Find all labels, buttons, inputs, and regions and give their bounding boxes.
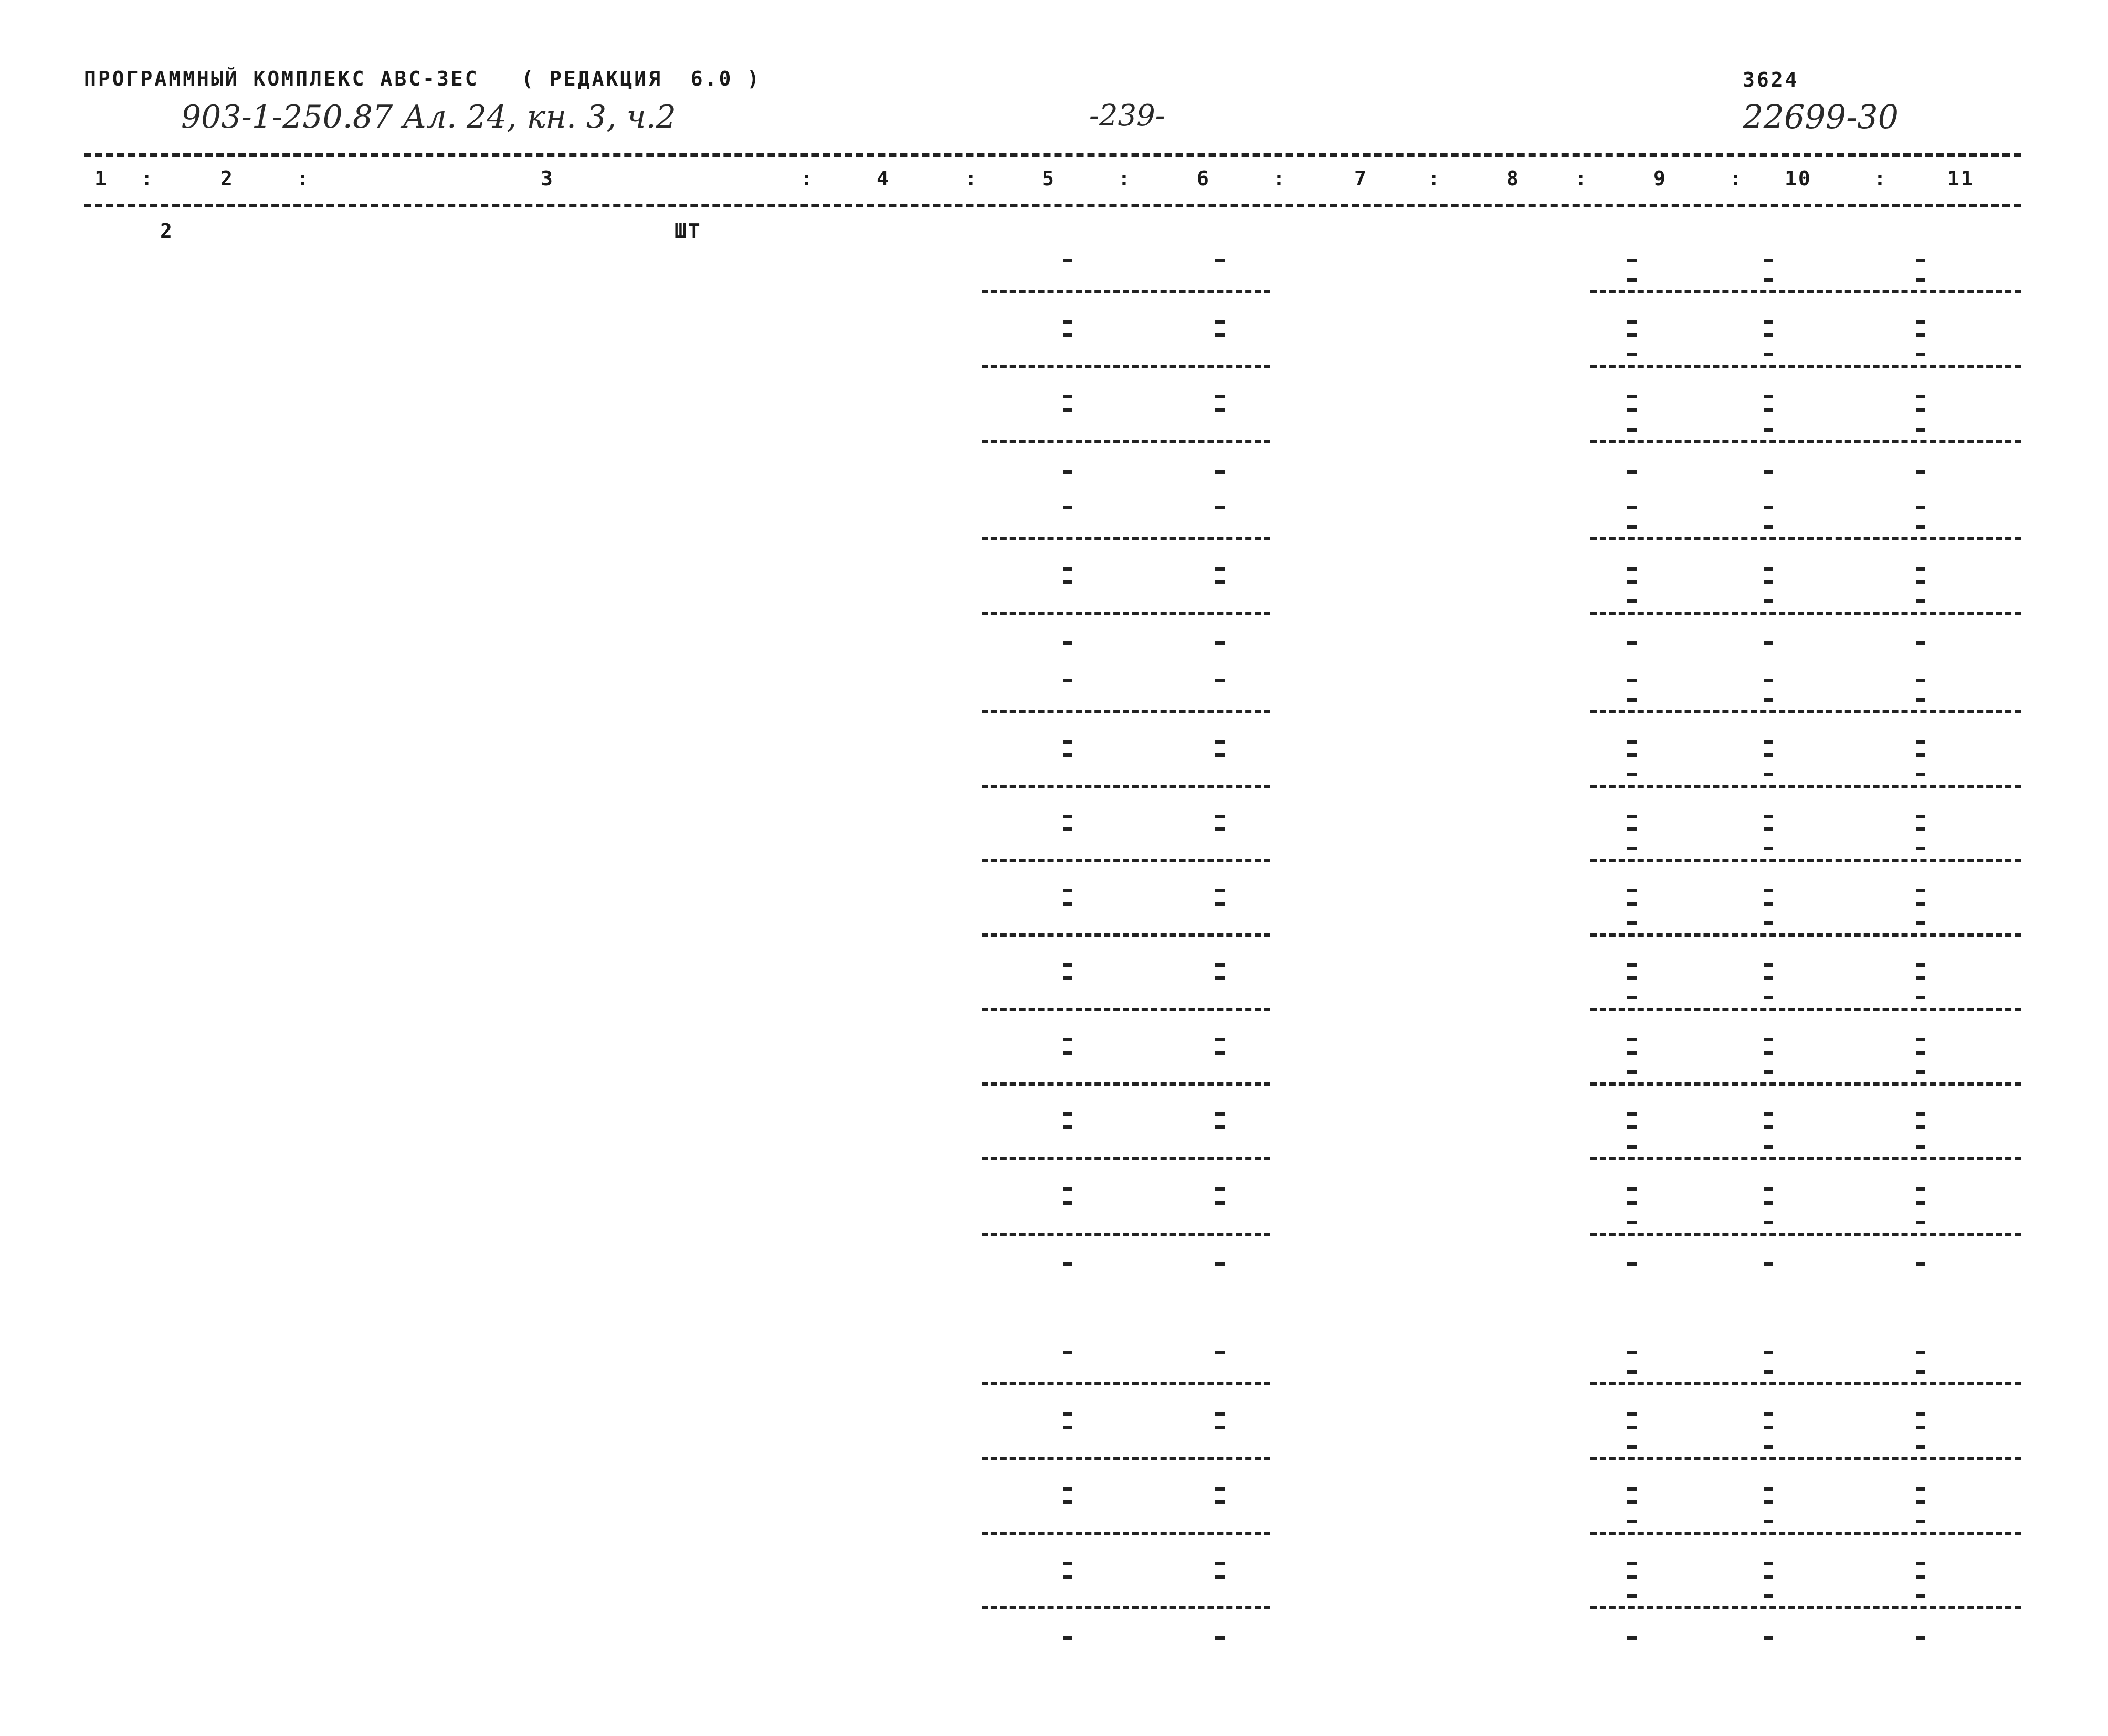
dash-mark xyxy=(1215,1575,1225,1579)
dash-mark xyxy=(1063,1187,1072,1191)
column-separator: : xyxy=(1874,167,1886,190)
column-header-11: 11 xyxy=(1947,167,1975,190)
dash-mark xyxy=(1627,889,1637,892)
column-header-2: 2 xyxy=(220,167,234,190)
column-9-11-rule xyxy=(1590,785,2021,788)
program-title: ПРОГРАММНЫЙ КОМПЛЕКС АВС-3ЕС ( РЕДАКЦИЯ 6.0 ) xyxy=(84,67,762,90)
dash-mark xyxy=(1916,1262,1925,1266)
dash-mark xyxy=(1916,580,1925,584)
dash-mark xyxy=(1627,1445,1637,1449)
dash-mark xyxy=(1916,1038,1925,1041)
dash-mark xyxy=(1627,847,1637,850)
dash-mark xyxy=(1764,1412,1773,1416)
dash-mark xyxy=(1916,996,1925,999)
column-9-11-rule xyxy=(1590,710,2021,713)
dash-mark xyxy=(1916,1562,1925,1565)
column-header-10: 10 xyxy=(1785,167,1812,190)
dash-mark xyxy=(1764,353,1773,356)
column-9-11-rule xyxy=(1590,859,2021,862)
dash-mark xyxy=(1627,1262,1637,1266)
column-9-11-rule xyxy=(1590,933,2021,937)
dash-mark xyxy=(1215,1562,1225,1565)
dash-mark xyxy=(1063,1487,1072,1491)
dash-mark xyxy=(1063,259,1072,262)
dash-mark xyxy=(1215,1112,1225,1116)
dash-mark xyxy=(1764,395,1773,398)
dash-mark xyxy=(1764,902,1773,906)
dash-mark xyxy=(1627,1201,1637,1205)
dash-mark xyxy=(1627,599,1637,603)
dash-mark xyxy=(1916,1445,1925,1449)
dash-mark xyxy=(1764,1262,1773,1266)
column-9-11-rule xyxy=(1590,1082,2021,1086)
dash-mark xyxy=(1916,1575,1925,1579)
dash-mark xyxy=(1063,1125,1072,1129)
dash-mark xyxy=(1063,580,1072,584)
header-rule-top xyxy=(84,153,2021,157)
dash-mark xyxy=(1627,1594,1637,1598)
dash-mark xyxy=(1063,320,1072,324)
dash-mark xyxy=(1063,1351,1072,1354)
dash-mark xyxy=(1764,1575,1773,1579)
column-separator: : xyxy=(1730,167,1742,190)
dash-mark xyxy=(1063,815,1072,818)
column-separator: : xyxy=(965,167,977,190)
dash-mark xyxy=(1215,259,1225,262)
dash-mark xyxy=(1764,1426,1773,1429)
dash-mark xyxy=(1627,1221,1637,1224)
column-header-4: 4 xyxy=(877,167,890,190)
column-9-11-rule xyxy=(1590,440,2021,443)
dash-mark xyxy=(1764,1201,1773,1205)
dash-mark xyxy=(1215,1636,1225,1640)
dash-mark xyxy=(1916,1125,1925,1129)
dash-mark xyxy=(1764,827,1773,831)
dash-mark xyxy=(1764,1636,1773,1640)
dash-mark xyxy=(1215,1426,1225,1429)
column-9-11-rule xyxy=(1590,1008,2021,1011)
dash-mark xyxy=(1063,395,1072,398)
dash-mark xyxy=(1916,921,1925,925)
dash-mark xyxy=(1916,353,1925,356)
dash-mark xyxy=(1215,470,1225,474)
dash-mark xyxy=(1764,753,1773,757)
column-separator: : xyxy=(141,167,153,190)
dash-mark xyxy=(1627,698,1637,702)
dash-mark xyxy=(1916,1594,1925,1598)
dash-mark xyxy=(1215,333,1225,337)
column-5-6-rule xyxy=(982,859,1270,862)
dash-mark xyxy=(1916,1520,1925,1523)
dash-mark xyxy=(1764,1187,1773,1191)
dash-mark xyxy=(1063,1426,1072,1429)
dash-mark xyxy=(1063,963,1072,967)
dash-mark xyxy=(1627,1412,1637,1416)
dash-mark xyxy=(1063,1112,1072,1116)
dash-mark xyxy=(1063,679,1072,682)
dash-mark xyxy=(1916,1187,1925,1191)
dash-mark xyxy=(1916,1112,1925,1116)
dash-mark xyxy=(1627,921,1637,925)
dash-mark xyxy=(1627,1426,1637,1429)
dash-mark xyxy=(1764,599,1773,603)
column-5-6-rule xyxy=(982,1532,1270,1535)
dash-mark xyxy=(1063,1201,1072,1205)
dash-mark xyxy=(1916,567,1925,571)
dash-mark xyxy=(1764,1351,1773,1354)
dash-mark xyxy=(1764,1051,1773,1055)
dash-mark xyxy=(1215,889,1225,892)
dash-mark xyxy=(1215,1351,1225,1354)
dash-mark xyxy=(1627,1370,1637,1374)
dash-mark xyxy=(1764,996,1773,999)
dash-mark xyxy=(1916,1370,1925,1374)
dash-mark xyxy=(1916,599,1925,603)
dash-mark xyxy=(1916,963,1925,967)
column-separator: : xyxy=(1273,167,1285,190)
dash-mark xyxy=(1764,847,1773,850)
dash-mark xyxy=(1627,1636,1637,1640)
dash-mark xyxy=(1063,506,1072,509)
dash-mark xyxy=(1916,506,1925,509)
dash-mark xyxy=(1215,1038,1225,1041)
dash-mark xyxy=(1916,1145,1925,1149)
dash-mark xyxy=(1764,698,1773,702)
dash-mark xyxy=(1215,740,1225,744)
dash-mark xyxy=(1916,1221,1925,1224)
dash-mark xyxy=(1916,395,1925,398)
dash-mark xyxy=(1627,963,1637,967)
dash-mark xyxy=(1764,889,1773,892)
dash-mark xyxy=(1063,641,1072,645)
column-5-6-rule xyxy=(982,933,1270,937)
dash-mark xyxy=(1916,470,1925,474)
dash-mark xyxy=(1916,525,1925,529)
dash-mark xyxy=(1764,470,1773,474)
dash-mark xyxy=(1916,408,1925,412)
dash-mark xyxy=(1916,1070,1925,1074)
carryover-sub: 2 xyxy=(160,219,174,243)
dash-mark xyxy=(1764,1445,1773,1449)
dash-mark xyxy=(1627,259,1637,262)
dash-mark xyxy=(1215,815,1225,818)
dash-mark xyxy=(1764,976,1773,980)
document-code: 3624 xyxy=(1743,68,1799,91)
column-5-6-rule xyxy=(982,1606,1270,1609)
dash-mark xyxy=(1916,278,1925,282)
dash-mark xyxy=(1916,679,1925,682)
dash-mark xyxy=(1916,1412,1925,1416)
dash-mark xyxy=(1627,470,1637,474)
column-5-6-rule xyxy=(982,1233,1270,1236)
dash-mark xyxy=(1764,1500,1773,1504)
dash-mark xyxy=(1215,395,1225,398)
carryover-unit: ШТ xyxy=(674,219,702,243)
column-5-6-rule xyxy=(982,1082,1270,1086)
dash-mark xyxy=(1627,1187,1637,1191)
dash-mark xyxy=(1764,1125,1773,1129)
dash-mark xyxy=(1627,1487,1637,1491)
dash-mark xyxy=(1215,1051,1225,1055)
dash-mark xyxy=(1916,847,1925,850)
dash-mark xyxy=(1215,641,1225,645)
column-header-8: 8 xyxy=(1506,167,1520,190)
dash-mark xyxy=(1063,1636,1072,1640)
dash-mark xyxy=(1627,753,1637,757)
dash-mark xyxy=(1215,567,1225,571)
dash-mark xyxy=(1916,320,1925,324)
dash-mark xyxy=(1215,1262,1225,1266)
column-header-7: 7 xyxy=(1354,167,1368,190)
dash-mark xyxy=(1764,815,1773,818)
dash-mark xyxy=(1764,259,1773,262)
dash-mark xyxy=(1916,1051,1925,1055)
column-5-6-rule xyxy=(982,785,1270,788)
dash-mark xyxy=(1764,1594,1773,1598)
dash-mark xyxy=(1215,1201,1225,1205)
dash-mark xyxy=(1627,976,1637,980)
dash-mark xyxy=(1764,740,1773,744)
dash-mark xyxy=(1627,1070,1637,1074)
dash-mark xyxy=(1764,921,1773,925)
dash-mark xyxy=(1627,1145,1637,1149)
dash-mark xyxy=(1764,1520,1773,1523)
dash-mark xyxy=(1916,827,1925,831)
column-5-6-rule xyxy=(982,537,1270,540)
header-rule-bottom xyxy=(84,204,2021,207)
column-5-6-rule xyxy=(982,440,1270,443)
dash-mark xyxy=(1764,320,1773,324)
dash-mark xyxy=(1627,1038,1637,1041)
column-header-6: 6 xyxy=(1197,167,1210,190)
dash-mark xyxy=(1627,525,1637,529)
dash-mark xyxy=(1916,773,1925,776)
dash-mark xyxy=(1063,902,1072,906)
dash-mark xyxy=(1627,1575,1637,1579)
column-header-9: 9 xyxy=(1653,167,1667,190)
column-separator: : xyxy=(1575,167,1587,190)
dash-mark xyxy=(1627,641,1637,645)
dash-mark xyxy=(1764,525,1773,529)
dash-mark xyxy=(1627,567,1637,571)
dash-mark xyxy=(1627,1112,1637,1116)
dash-mark xyxy=(1063,470,1072,474)
column-5-6-rule xyxy=(982,1457,1270,1460)
dash-mark xyxy=(1063,976,1072,980)
dash-mark xyxy=(1215,408,1225,412)
column-9-11-rule xyxy=(1590,1532,2021,1535)
dash-mark xyxy=(1627,902,1637,906)
dash-mark xyxy=(1764,1070,1773,1074)
column-5-6-rule xyxy=(982,1382,1270,1385)
dash-mark xyxy=(1627,1351,1637,1354)
dash-mark xyxy=(1215,1500,1225,1504)
dash-mark xyxy=(1916,1201,1925,1205)
dash-mark xyxy=(1063,1038,1072,1041)
column-5-6-rule xyxy=(982,612,1270,615)
dash-mark xyxy=(1063,1562,1072,1565)
column-9-11-rule xyxy=(1590,1233,2021,1236)
dash-mark xyxy=(1215,1125,1225,1129)
dash-mark xyxy=(1916,1636,1925,1640)
dash-mark xyxy=(1627,408,1637,412)
dash-mark xyxy=(1215,506,1225,509)
dash-mark xyxy=(1627,1500,1637,1504)
dash-mark xyxy=(1764,963,1773,967)
column-5-6-rule xyxy=(982,1157,1270,1160)
column-9-11-rule xyxy=(1590,365,2021,368)
dash-mark xyxy=(1215,679,1225,682)
dash-mark xyxy=(1916,902,1925,906)
dash-mark xyxy=(1916,740,1925,744)
dash-mark xyxy=(1764,567,1773,571)
dash-mark xyxy=(1215,320,1225,324)
dash-mark xyxy=(1764,1487,1773,1491)
column-separator: : xyxy=(800,167,813,190)
dash-mark xyxy=(1764,679,1773,682)
dash-mark xyxy=(1063,567,1072,571)
column-9-11-rule xyxy=(1590,1606,2021,1609)
dash-mark xyxy=(1215,963,1225,967)
dash-mark xyxy=(1627,353,1637,356)
dash-mark xyxy=(1063,408,1072,412)
column-header-3: 3 xyxy=(541,167,554,190)
page-number: -239- xyxy=(1089,99,1165,133)
column-9-11-rule xyxy=(1590,1382,2021,1385)
dash-mark xyxy=(1063,1500,1072,1504)
column-separator: : xyxy=(1118,167,1130,190)
column-9-11-rule xyxy=(1590,612,2021,615)
column-header-1: 1 xyxy=(94,167,108,190)
dash-mark xyxy=(1215,827,1225,831)
column-9-11-rule xyxy=(1590,537,2021,540)
dash-mark xyxy=(1627,1520,1637,1523)
dash-mark xyxy=(1627,278,1637,282)
dash-mark xyxy=(1627,395,1637,398)
dash-mark xyxy=(1627,1125,1637,1129)
dash-mark xyxy=(1916,976,1925,980)
dash-mark xyxy=(1916,889,1925,892)
column-5-6-rule xyxy=(982,290,1270,293)
dash-mark xyxy=(1916,641,1925,645)
dash-mark xyxy=(1764,278,1773,282)
dash-mark xyxy=(1916,333,1925,337)
dash-mark xyxy=(1063,1051,1072,1055)
dash-mark xyxy=(1764,408,1773,412)
column-header-5: 5 xyxy=(1042,167,1056,190)
dash-mark xyxy=(1627,506,1637,509)
dash-mark xyxy=(1764,1038,1773,1041)
dash-mark xyxy=(1764,641,1773,645)
dash-mark xyxy=(1764,333,1773,337)
dash-mark xyxy=(1627,827,1637,831)
dash-mark xyxy=(1627,740,1637,744)
dash-mark xyxy=(1215,976,1225,980)
dash-mark xyxy=(1764,1370,1773,1374)
dash-mark xyxy=(1764,580,1773,584)
dash-mark xyxy=(1764,1562,1773,1565)
dash-mark xyxy=(1916,698,1925,702)
dash-mark xyxy=(1063,740,1072,744)
column-separator: : xyxy=(297,167,309,190)
dash-mark xyxy=(1916,1500,1925,1504)
dash-mark xyxy=(1916,1487,1925,1491)
dash-mark xyxy=(1215,1412,1225,1416)
column-9-11-rule xyxy=(1590,290,2021,293)
dash-mark xyxy=(1627,333,1637,337)
dash-mark xyxy=(1627,815,1637,818)
dash-mark xyxy=(1627,679,1637,682)
dash-mark xyxy=(1215,1487,1225,1491)
dash-mark xyxy=(1063,889,1072,892)
column-5-6-rule xyxy=(982,710,1270,713)
dash-mark xyxy=(1916,1351,1925,1354)
column-separator: : xyxy=(1428,167,1440,190)
dash-mark xyxy=(1215,753,1225,757)
column-5-6-rule xyxy=(982,365,1270,368)
dash-mark xyxy=(1764,773,1773,776)
dash-mark xyxy=(1764,1112,1773,1116)
dash-mark xyxy=(1215,1187,1225,1191)
dash-mark xyxy=(1627,428,1637,432)
dash-mark xyxy=(1916,1426,1925,1429)
dash-mark xyxy=(1764,428,1773,432)
dash-mark xyxy=(1916,815,1925,818)
dash-mark xyxy=(1627,1562,1637,1565)
dash-mark xyxy=(1764,1145,1773,1149)
dash-mark xyxy=(1063,1262,1072,1266)
dash-mark xyxy=(1764,506,1773,509)
dash-mark xyxy=(1916,259,1925,262)
dash-mark xyxy=(1627,773,1637,776)
dash-mark xyxy=(1063,1412,1072,1416)
dash-mark xyxy=(1063,333,1072,337)
handwritten-reference: 903-1-250.87 Ал. 24, кн. 3, ч.2 xyxy=(181,99,676,135)
dash-mark xyxy=(1764,1221,1773,1224)
dash-mark xyxy=(1627,996,1637,999)
column-5-6-rule xyxy=(982,1008,1270,1011)
column-9-11-rule xyxy=(1590,1457,2021,1460)
dash-mark xyxy=(1627,320,1637,324)
dash-mark xyxy=(1916,428,1925,432)
dash-mark xyxy=(1063,753,1072,757)
dash-mark xyxy=(1063,827,1072,831)
dash-mark xyxy=(1215,902,1225,906)
handwritten-code: 22699-30 xyxy=(1743,98,1899,136)
dash-mark xyxy=(1627,580,1637,584)
dash-mark xyxy=(1916,753,1925,757)
dash-mark xyxy=(1063,1575,1072,1579)
dash-mark xyxy=(1215,580,1225,584)
dash-mark xyxy=(1627,1051,1637,1055)
column-9-11-rule xyxy=(1590,1157,2021,1160)
